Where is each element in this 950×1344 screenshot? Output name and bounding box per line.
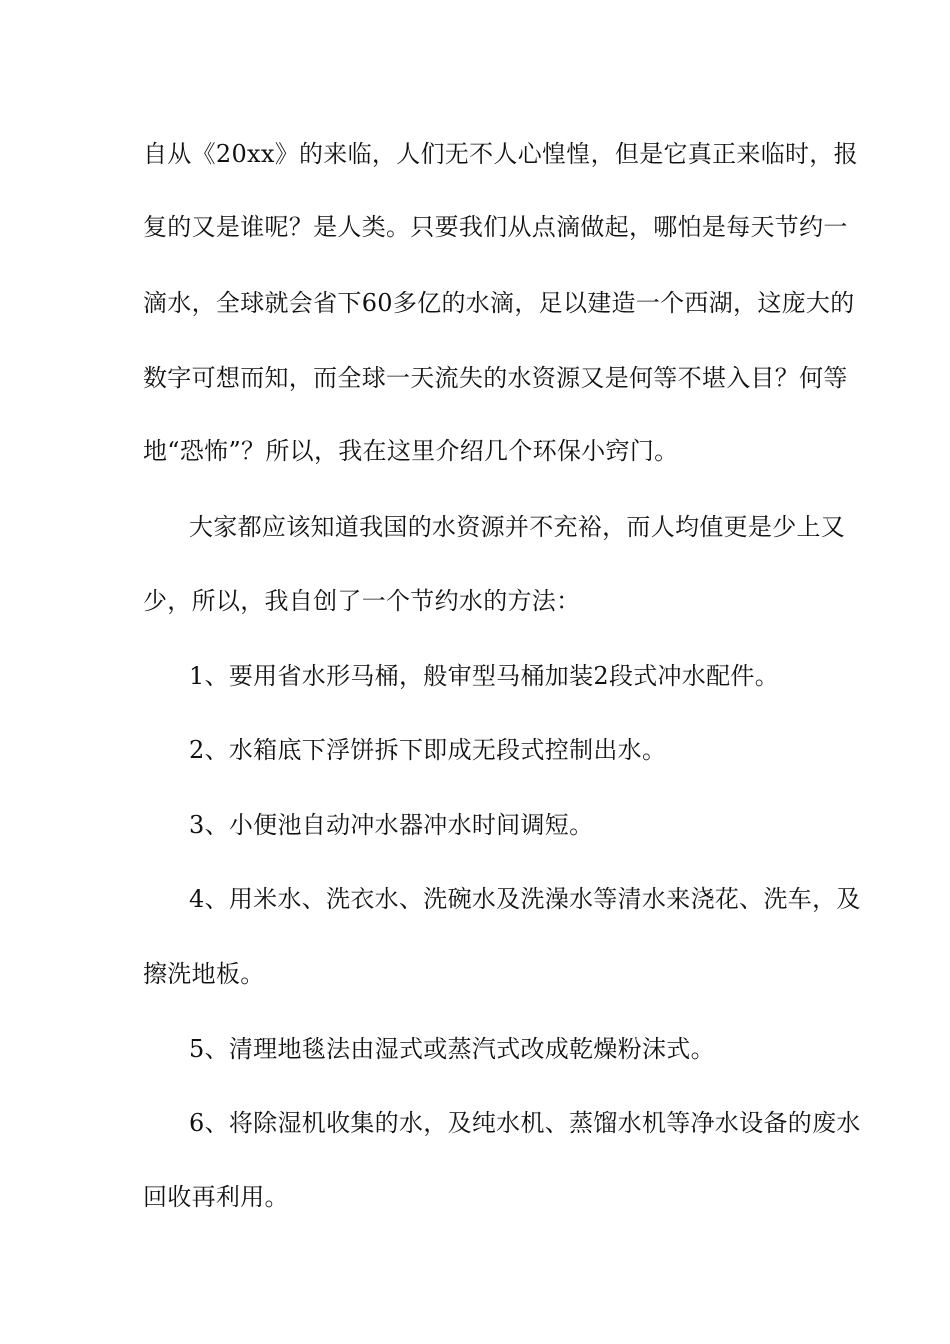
- text-line: 擦洗地板。: [143, 960, 265, 988]
- text-line: 滴水，全球就会省下60多亿的水滴，足以建造一个西湖，这庞大的: [143, 289, 855, 317]
- text-line: 复的又是谁呢？是人类。只要我们从点滴做起，哪怕是每天节约一: [143, 213, 848, 241]
- text-line: 少，所以，我自创了一个节约水的方法：: [143, 587, 581, 615]
- paragraph-first-line: 大家都应该知道我国的水资源并不充裕，而人均值更是少上又: [189, 513, 846, 541]
- list-item: 5、清理地毯法由湿式或蒸汽式改成乾燥粉沫式。: [189, 1035, 715, 1063]
- list-item: 3、小便池自动冲水器冲水时间调短。: [189, 811, 594, 839]
- list-item: 6、将除湿机收集的水，及纯水机、蒸馏水机等净水设备的废水: [189, 1109, 861, 1137]
- text-line: 回收再利用。: [143, 1183, 289, 1211]
- text-line: 自从《20xx》的来临，人们无不人心惶惶，但是它真正来临时，报: [143, 140, 858, 168]
- text-line: 地“恐怖”？所以，我在这里介绍几个环保小窍门。: [143, 437, 679, 465]
- text-line: 数字可想而知，而全球一天流失的水资源又是何等不堪入目？何等: [143, 364, 848, 392]
- list-item: 2、水箱底下浮饼拆下即成无段式控制出水。: [189, 736, 667, 764]
- list-item: 1、要用省水形马桶，般审型马桶加装2段式冲水配件。: [189, 662, 780, 690]
- list-item: 4、用米水、洗衣水、洗碗水及洗澡水等清水来浇花、洗车，及: [189, 885, 861, 913]
